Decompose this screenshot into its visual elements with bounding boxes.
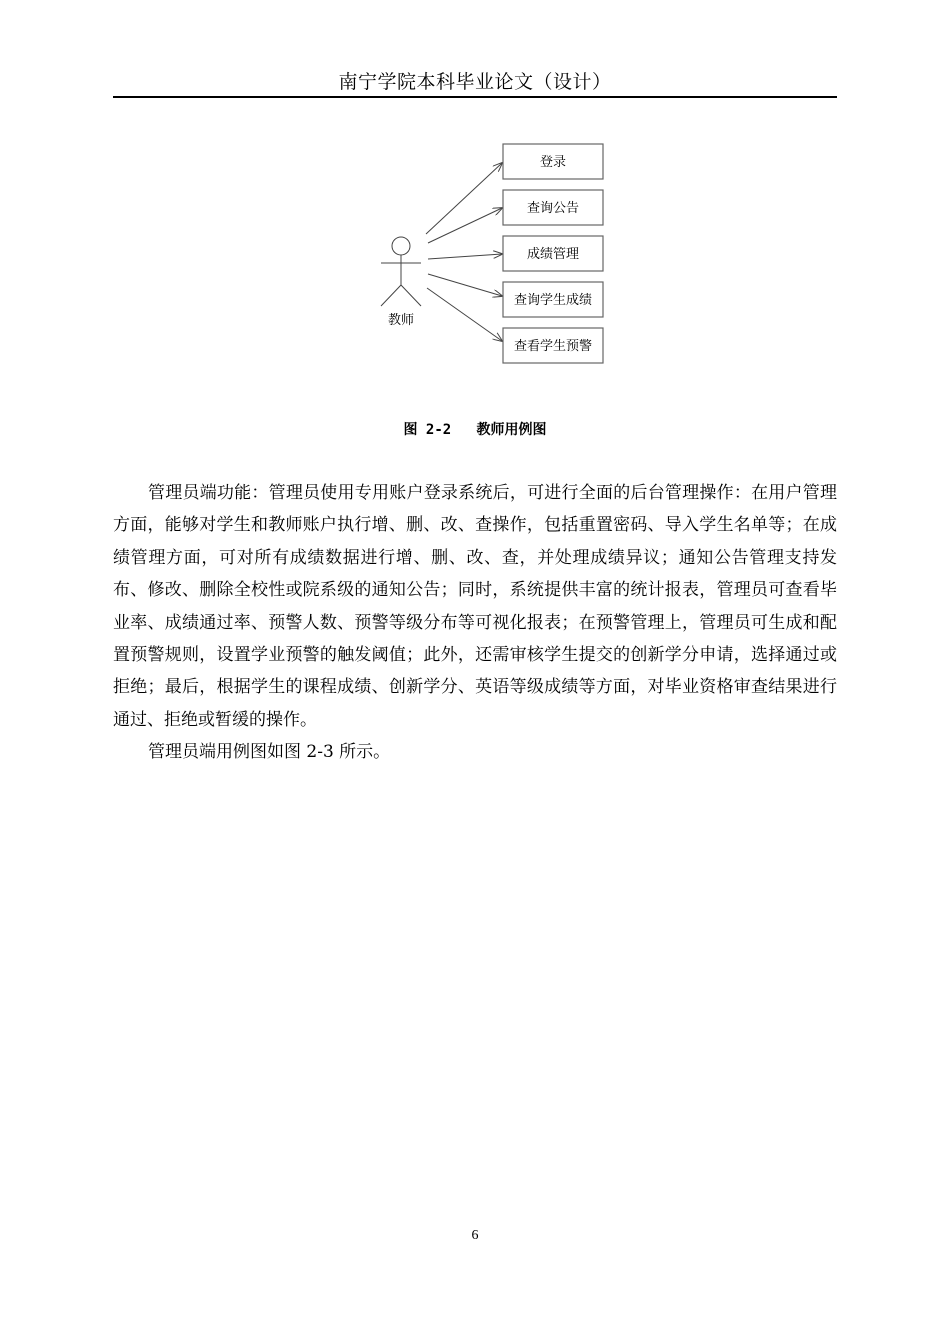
arrow-view-student-warning: [427, 288, 502, 341]
page-number: 6: [471, 1228, 479, 1243]
use-case-label: 查询学生成绩: [513, 293, 593, 308]
arrow-grade-management: [428, 254, 502, 259]
use-case-label: 成绩管理: [526, 247, 580, 262]
body-text: [113, 477, 837, 769]
paragraph-admin-features: 管理员端功能：管理员使用专用账户登录系统后，可进行全面的后台管理操作：在用户管理方面，能够对学生和教师账户执行增、删、改、查操作，包括重置密码、导入学生名单等；在成绩管理方面，可对所有成绩数据进行增、删、改、查，并处理成绩异议；通知公告管理支持发布、修改、删除全校性或院系级的通知公告；同时，系统提供丰富的统计报表，管理员可查看毕业率、成绩通过率、预警人数、预警等级分布等可视化报表；在预警管理上，管理员可生成和配置预警规则，设置学业预警的触发阈值；此外，还需审核学生提交的创新学分申请，选择通过或拒绝；最后，根据学生的课程成绩、创新学分、英语等级成绩等方面，对毕业资格审查结果进行通过、拒绝或暂缓的操作。: [113, 483, 837, 730]
arrow-query-student-grades: [428, 274, 502, 296]
figure-caption: 图 2-2 教师用例图: [403, 422, 547, 438]
use-case-label: 查看学生预警: [513, 339, 593, 354]
arrow-login: [426, 163, 502, 234]
arrow-query-notice: [428, 208, 502, 243]
use-case-query-student-grades: [503, 282, 603, 317]
paragraph-figure-reference: 管理员端用例图如图 2-3 所示。: [148, 742, 391, 763]
actor-head: [392, 237, 410, 255]
use-case-label: 登录: [539, 155, 567, 170]
use-case-label: 查询公告: [526, 201, 580, 216]
running-header: 南宁学院本科毕业论文（设计）: [338, 71, 612, 93]
teacher-use-case-diagram: [0, 0, 950, 400]
actor-left-leg: [381, 285, 401, 306]
use-case-grade-management: [503, 236, 603, 271]
use-case-query-notice: [503, 190, 603, 225]
use-case-view-student-warning: [503, 328, 603, 363]
actor-label: 教师: [387, 313, 415, 328]
actor-right-leg: [401, 285, 421, 306]
actor-figure: [381, 237, 421, 306]
use-case-login: [503, 144, 603, 179]
